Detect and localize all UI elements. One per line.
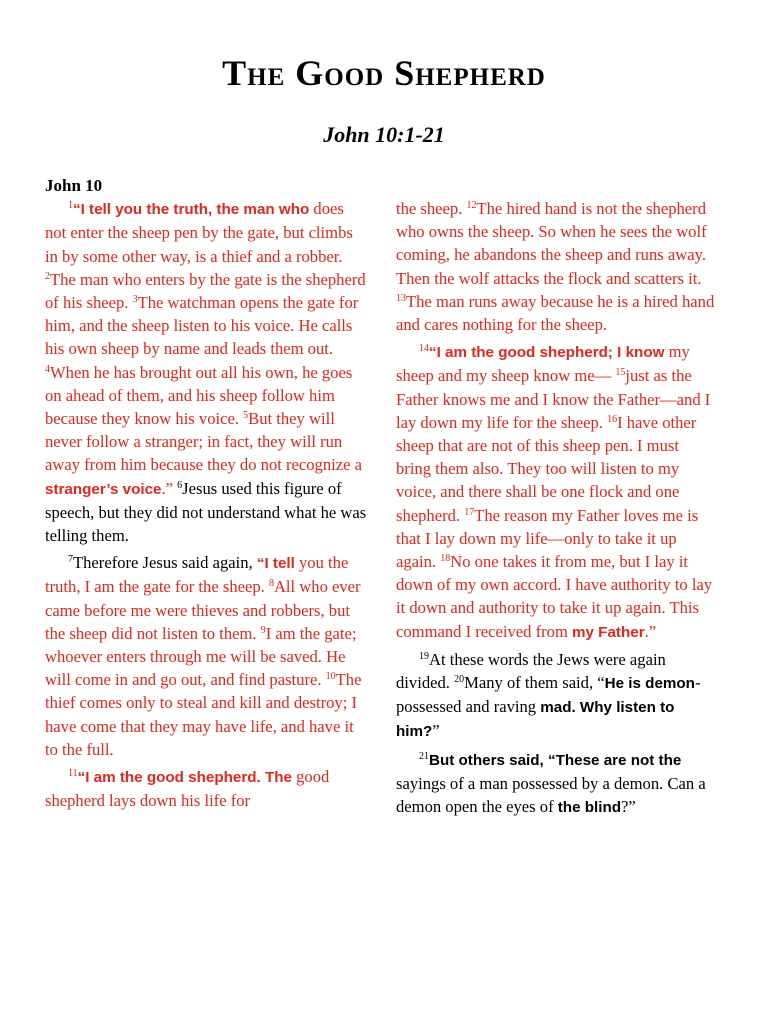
verse-text: ?” [621, 797, 636, 817]
verse-text: The man who enters by the gate is the shepherd of his sheep. [45, 269, 366, 313]
verse-number: 7 [68, 554, 73, 566]
verse-text: No one takes it from me, but I lay it down of my own accord. I have authority to lay it down and authority to take it up again. This command I received from [396, 552, 713, 641]
page-title: The Good Shepherd [222, 53, 546, 93]
verse-text-bold: He is demon [604, 675, 695, 693]
verse-text: The thief comes only to steal and kill and destroy; I have come that they may have life, and have it to the full. [45, 670, 362, 759]
verse-text: The man runs away because he is a hired hand and cares nothing for the sheep. [396, 291, 715, 335]
verse-text: the sheep. [396, 199, 467, 218]
verse-text-bold: my Father [572, 623, 645, 641]
paragraph-3 [45, 765, 367, 812]
verse-number: 12 [466, 200, 477, 211]
verse-text: you the truth, I am the gate for the sheep. [45, 553, 349, 597]
verse-text: The reason my Father loves me is that I lay down my life—only to take it up again. [396, 505, 699, 572]
verse-number: 11 [68, 768, 78, 780]
verse-number: 14 [419, 343, 429, 355]
verse-text-bold: stranger’s voice [45, 480, 162, 498]
verse-number: 9 [260, 624, 266, 636]
verse-text: ” [432, 721, 440, 741]
verse-number: 4 [45, 363, 50, 375]
verse-number: 16 [607, 413, 618, 425]
verse-text: .” [161, 478, 174, 498]
paragraph-6 [396, 748, 718, 820]
verse-number: 17 [464, 506, 475, 518]
verse-text-bold: But others said, “These are not the [429, 751, 682, 769]
verse-text: sayings of a man possessed by a demon. Can a demon open the eyes of [396, 773, 706, 817]
verse-text: I am the gate; whoever enters through me will be saved. He will come in and go out, and find pasture. [45, 623, 357, 690]
verse-number: 2 [45, 270, 50, 282]
verse-number: 15 [615, 367, 626, 379]
verse-text: At these words the Jews were again divided. [396, 649, 666, 693]
verse-text: -possessed and raving [396, 673, 701, 717]
scripture-reference: John 10:1-21 [323, 122, 445, 147]
verse-number: 5 [243, 410, 249, 422]
paragraph-5 [396, 648, 718, 744]
verse-number: 19 [419, 650, 429, 662]
verse-text: .” [644, 621, 657, 641]
verse-text-bold: “I tell [256, 555, 295, 573]
verse-text: The watchman opens the gate for him, and the sheep listen to his voice. He calls his own sheep by name and leads them out. [45, 293, 359, 359]
verse-text-bold: mad. Why listen to him? [396, 699, 675, 741]
verse-number: 18 [440, 553, 451, 565]
verse-text: Many of them said, “ [464, 673, 605, 693]
verse-number: 8 [268, 578, 274, 590]
left-column [45, 174, 367, 816]
verse-number: 3 [132, 294, 138, 306]
verse-text-bold: “I am the good shepherd; I know [429, 344, 665, 362]
verse-text: just as the Father knows me and I know the Father—and I lay down my life for the sheep. [396, 366, 711, 432]
verse-text: But they will never follow a stranger; in fact, they will run away from him because they do not recognize a [45, 409, 362, 475]
verse-text: my sheep and my sheep know me— [396, 342, 690, 386]
verse-text: Jesus used this figure of speech, but they did not understand what he was telling them. [45, 478, 367, 546]
verse-text: I have other sheep that are not of this sheep pen. I must bring them also. They too will listen to my voice, and there shall be one flock and one shepherd. [396, 412, 697, 525]
verse-number: 13 [396, 292, 406, 304]
verse-text: The hired hand is not the shepherd who owns the sheep. So when he sees the wolf coming, he abandons the sheep and runs away. Then the wolf attacks the flock and scatters it. [396, 199, 707, 288]
verse-number: 1 [68, 200, 73, 212]
right-column [396, 197, 718, 823]
paragraph-3-continued [396, 197, 718, 336]
verse-text: All who ever came before me were thieves and robbers, but the sheep did not listen to them. [45, 577, 361, 643]
verse-text: Therefore Jesus said again, [73, 553, 257, 573]
paragraph-2 [45, 551, 367, 761]
verse-number: 10 [325, 671, 336, 683]
verse-number: 6 [177, 479, 183, 491]
chapter-heading: John 10 [45, 176, 103, 195]
verse-text-bold: the blind [557, 799, 622, 817]
verse-text: does not enter the sheep pen by the gate, but climbs in by some other way, is a thief and a robber. [45, 199, 353, 266]
paragraph-4 [396, 340, 718, 644]
verse-text: good shepherd lays down his life for [45, 767, 330, 811]
verse-text: When he has brought out all his own, he goes on ahead of them, and his sheep follow him because they know his voice. [45, 362, 353, 429]
verse-text-bold: “I am the good shepherd. The [77, 769, 292, 787]
verse-number: 20 [454, 674, 465, 686]
paragraph-1 [45, 197, 367, 547]
verse-text-bold: “I tell you the truth, the man who [73, 201, 310, 219]
verse-number: 21 [419, 750, 429, 762]
